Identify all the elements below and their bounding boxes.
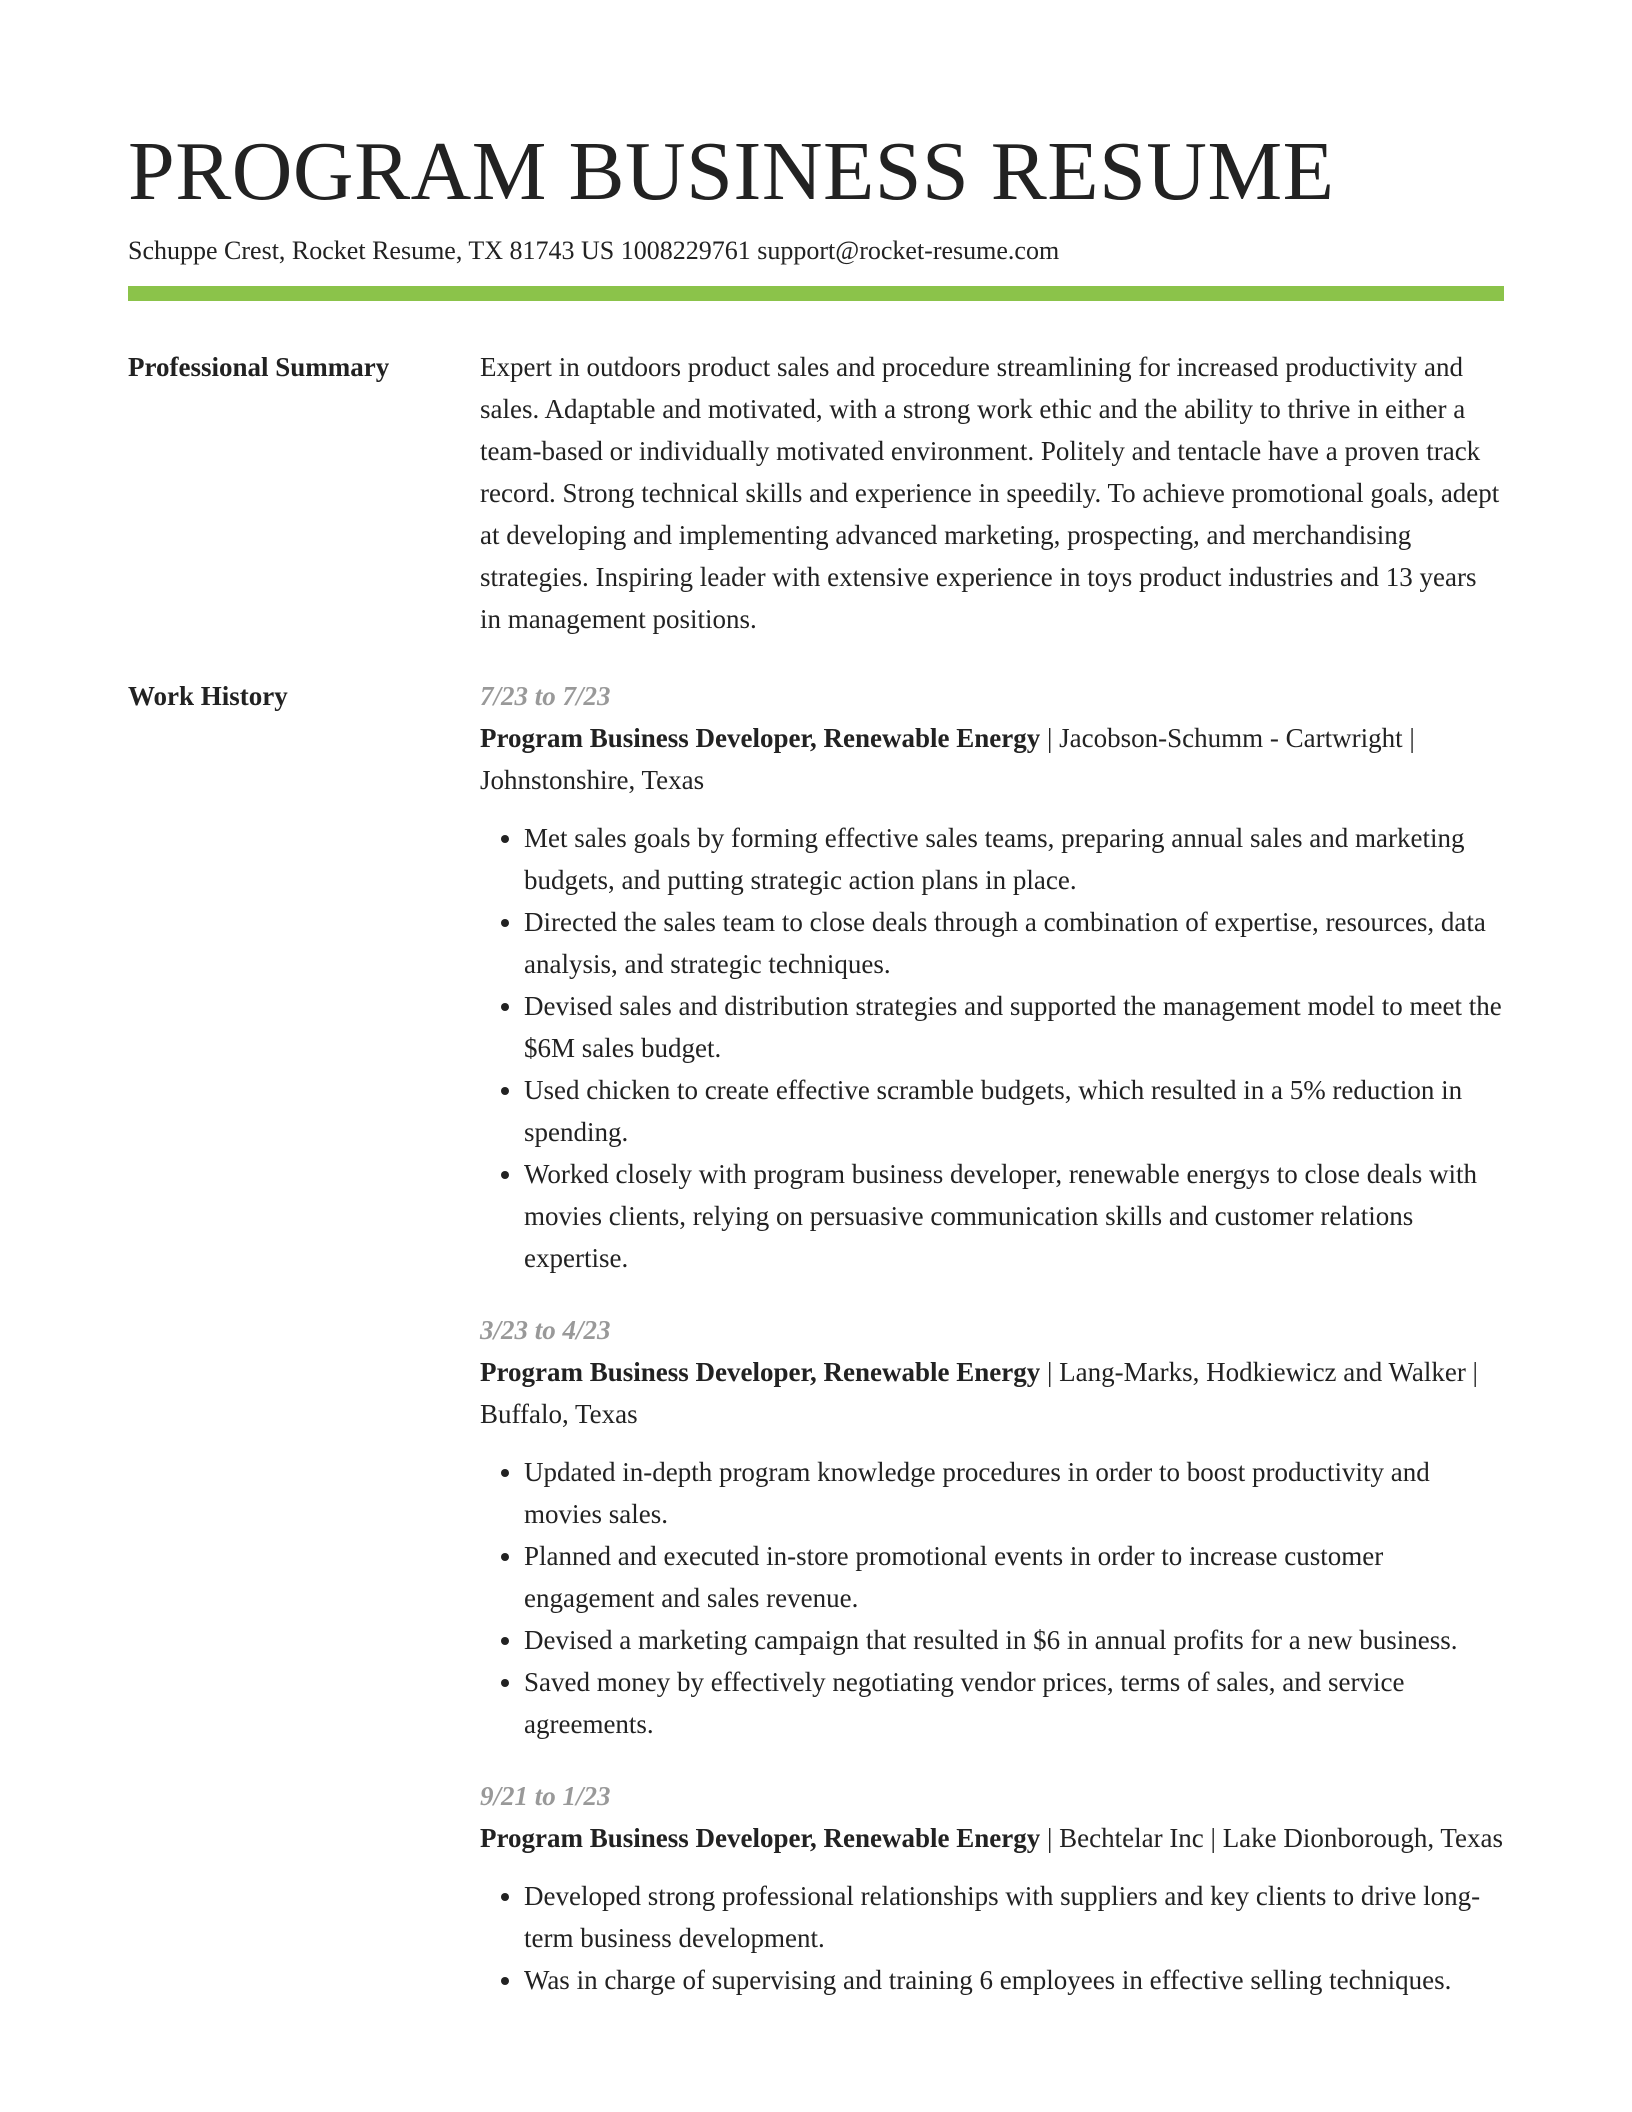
job-bullet-list [480, 1451, 1504, 1745]
header-divider [128, 286, 1504, 301]
job-bullet-list [480, 1875, 1504, 2001]
job-heading [480, 1817, 1504, 1859]
job-title: Program Business Developer, Renewable Energy [480, 1357, 1041, 1387]
job-bullet: • Devised a marketing campaign that resulted in $6 in annual profits for a new business. [524, 1619, 1504, 1661]
job-bullet: • Was in charge of supervising and training 6 employees in effective selling techniques. [524, 1959, 1504, 2001]
job-details: | Lang-Marks, Hodkiewicz and Walker | Buffalo, Texas [480, 1357, 1478, 1429]
job-date: 3/23 to 4/23 [480, 1315, 611, 1345]
job-bullet: • Updated in-depth program knowledge procedures in order to boost productivity and movies sales. [524, 1451, 1504, 1535]
job-bullet: • Used chicken to create effective scramble budgets, which resulted in a 5% reduction in spending. [524, 1069, 1504, 1153]
job-heading [480, 717, 1504, 801]
job-entry [480, 1309, 1504, 1745]
summary-text: Expert in outdoors product sales and procedure streamlining for increased productivity and sales. Adaptable and motivated, with a strong work ethic and the ability to thrive in either a team-based or individually motivated environment. Politely and tentacle have a proven track record. Strong technical skills and experience in speedily. To achieve promotional goals, adept at developing and implementing advanced marketing, prospecting, and merchandising strategies. Inspiring leader with extensive experience in toys product industries and 13 years in management positions. [480, 352, 1500, 634]
job-date: 7/23 to 7/23 [480, 681, 611, 711]
job-title: Program Business Developer, Renewable Energy [480, 1823, 1041, 1853]
job-bullet: • Directed the sales team to close deals through a combination of expertise, resources, data analysis, and strategic techniques. [524, 901, 1504, 985]
job-bullet: • Worked closely with program business developer, renewable energys to close deals with movies clients, relying on persuasive communication skills and customer relations expertise. [524, 1153, 1504, 1279]
job-title: Program Business Developer, Renewable Energy [480, 723, 1041, 753]
summary-label: Professional Summary [128, 352, 390, 382]
job-date: 9/21 to 1/23 [480, 1781, 611, 1811]
work-history-label: Work History [128, 681, 288, 711]
job-bullet-list [480, 817, 1504, 1279]
job-bullet: • Devised sales and distribution strategies and supported the management model to meet the $6M sales budget. [524, 985, 1504, 1069]
job-bullet: • Met sales goals by forming effective sales teams, preparing annual sales and marketing budgets, and putting strategic action plans in place. [524, 817, 1504, 901]
job-bullet: • Planned and executed in-store promotional events in order to increase customer engagement and sales revenue. [524, 1535, 1504, 1619]
job-details: | Jacobson-Schumm - Cartwright | Johnstonshire, Texas [480, 723, 1415, 795]
summary-body [480, 346, 1504, 640]
job-bullet: • Developed strong professional relationships with suppliers and key clients to drive long-term business development. [524, 1875, 1504, 1959]
resume-title: PROGRAM BUSINESS RESUME [128, 125, 1335, 218]
job-details: | Bechtelar Inc | Lake Dionborough, Texas [1040, 1823, 1503, 1853]
job-heading [480, 1351, 1504, 1435]
contact-info: Schuppe Crest, Rocket Resume, TX 81743 US 1008229761 support@rocket-resume.com [128, 236, 1060, 265]
job-entry [480, 675, 1504, 1279]
work-history-body [480, 675, 1504, 2031]
job-entry [480, 1775, 1504, 2001]
job-bullet: • Saved money by effectively negotiating vendor prices, terms of sales, and service agreements. [524, 1661, 1504, 1745]
